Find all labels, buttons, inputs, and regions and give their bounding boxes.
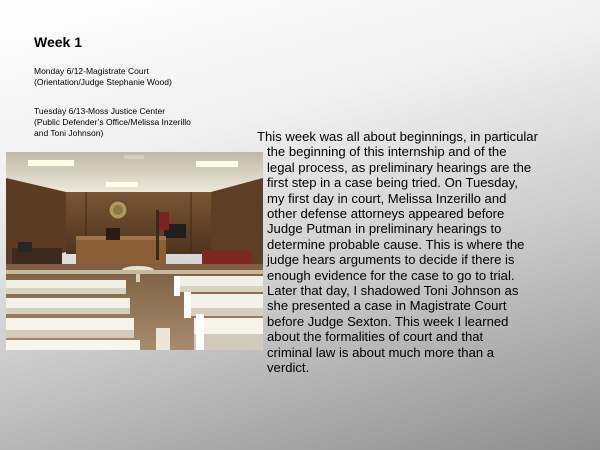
summary-line: criminal law is about much more than a: [267, 344, 495, 360]
courtroom-photo: [6, 152, 263, 350]
summary-line: judge hears arguments to decide if there is: [267, 252, 515, 268]
entry-heading: Monday 6/12-Magistrate Court: [34, 66, 149, 76]
summary-line: other defense attorneys appeared before: [267, 206, 505, 222]
entry-detail: (Orientation/Judge Stephanie Wood): [34, 77, 172, 87]
courtroom-illustration: [6, 152, 263, 350]
summary-line: she presented a case in Magistrate Court: [267, 298, 507, 314]
entry-heading: Tuesday 6/13-Moss Justice Center: [34, 106, 166, 116]
summary-line: This week was all about beginnings, in particular: [257, 129, 538, 144]
summary-line: Judge Putman in preliminary hearings to: [267, 221, 502, 237]
entry-detail: and Toni Johnson): [34, 128, 104, 138]
summary-line: Later that day, I shadowed Toni Johnson as: [267, 283, 519, 299]
summary-line: determine probable cause. This is where the: [267, 236, 525, 252]
entry-detail: (Public Defender’s Office/Melissa Inzerillo: [34, 117, 191, 127]
summary-line: before Judge Sexton. This week I learned: [267, 313, 509, 329]
summary-line: my first day in court, Melissa Inzerillo and: [267, 190, 507, 206]
summary-line: about the formalities of court and that: [267, 329, 484, 345]
schedule-entry-tuesday: [34, 106, 249, 139]
summary-line: legal process, as preliminary hearings are the: [267, 159, 532, 175]
schedule-entry-monday: [34, 66, 249, 88]
summary-line: enough evidence for the case to go to trial.: [267, 267, 515, 283]
summary-line: first step in a case being tried. On Tuesday,: [267, 175, 518, 191]
summary-line: verdict.: [267, 360, 310, 376]
week-summary: [257, 129, 592, 376]
summary-line: the beginning of this internship and of the: [267, 144, 507, 160]
slide-title: Week 1: [34, 34, 82, 50]
